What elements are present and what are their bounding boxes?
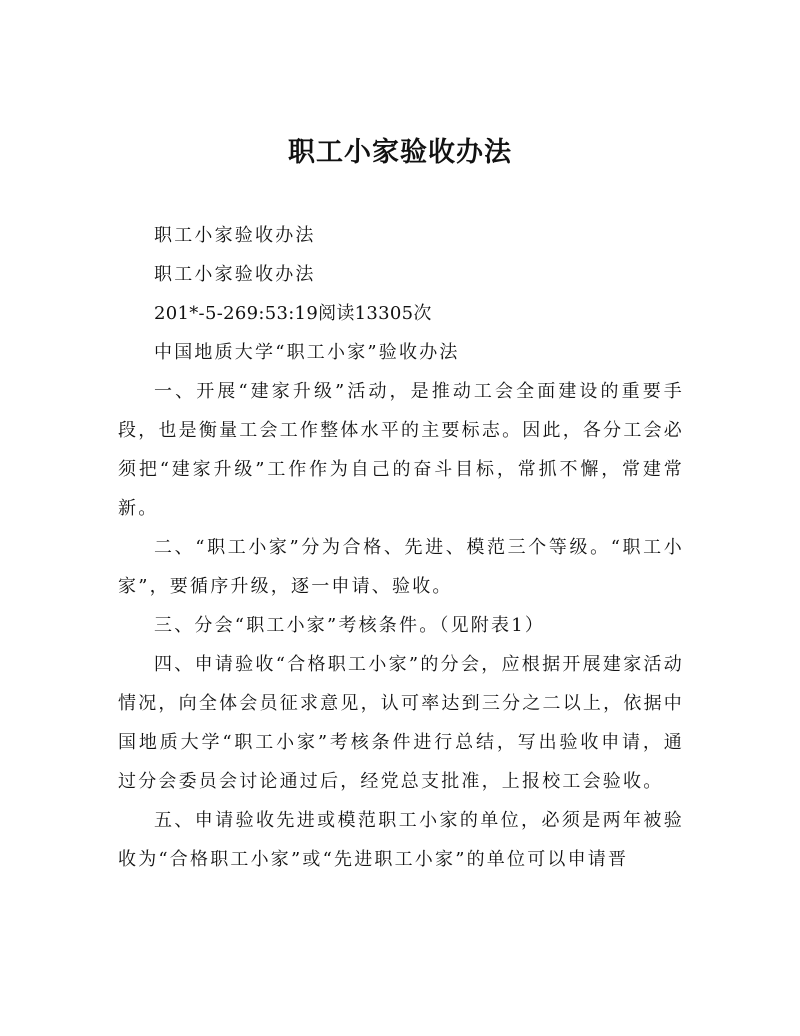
paragraph-section-2: 二、“职工小家”分为合格、先进、模范三个等级。“职工小家”，要循序升级，逐一申请、验收。 — [118, 537, 684, 597]
paragraph-section-4: 四、申请验收“合格职工小家”的分会，应根据开展建家活动情况，向全体会员征求意见，认可率达到三分之二以上，依据中国地质大学“职工小家”考核条件进行总结，写出验收申请，通过分会委员会讨论通过后，经党总支批准，上报校工会验收。 — [118, 654, 684, 792]
document-body — [118, 216, 684, 879]
paragraph-subtitle: 中国地质大学“职工小家”验收办法 — [154, 342, 460, 363]
publish-info: 201*-5-269:53:19阅读13305次 — [154, 303, 432, 324]
paragraph-section-1: 一、开展“建家升级”活动，是推动工会全面建设的重要手段，也是衡量工会工作整体水平的主要标志。因此，各分工会必须把“建家升级”工作作为自己的奋斗目标，常抓不懈，常建常新。 — [118, 381, 684, 519]
paragraph-section-3: 三、分会“职工小家”考核条件。（见附表1） — [154, 615, 546, 636]
paragraph-heading-2: 职工小家验收办法 — [154, 264, 316, 285]
paragraph-heading-1: 职工小家验收办法 — [154, 225, 316, 246]
paragraph-section-5: 五、申请验收先进或模范职工小家的单位，必须是两年被验收为“合格职工小家”或“先进职工小家”的单位可以申请晋 — [118, 810, 684, 870]
document-title: 职工小家验收办法 — [288, 137, 512, 168]
